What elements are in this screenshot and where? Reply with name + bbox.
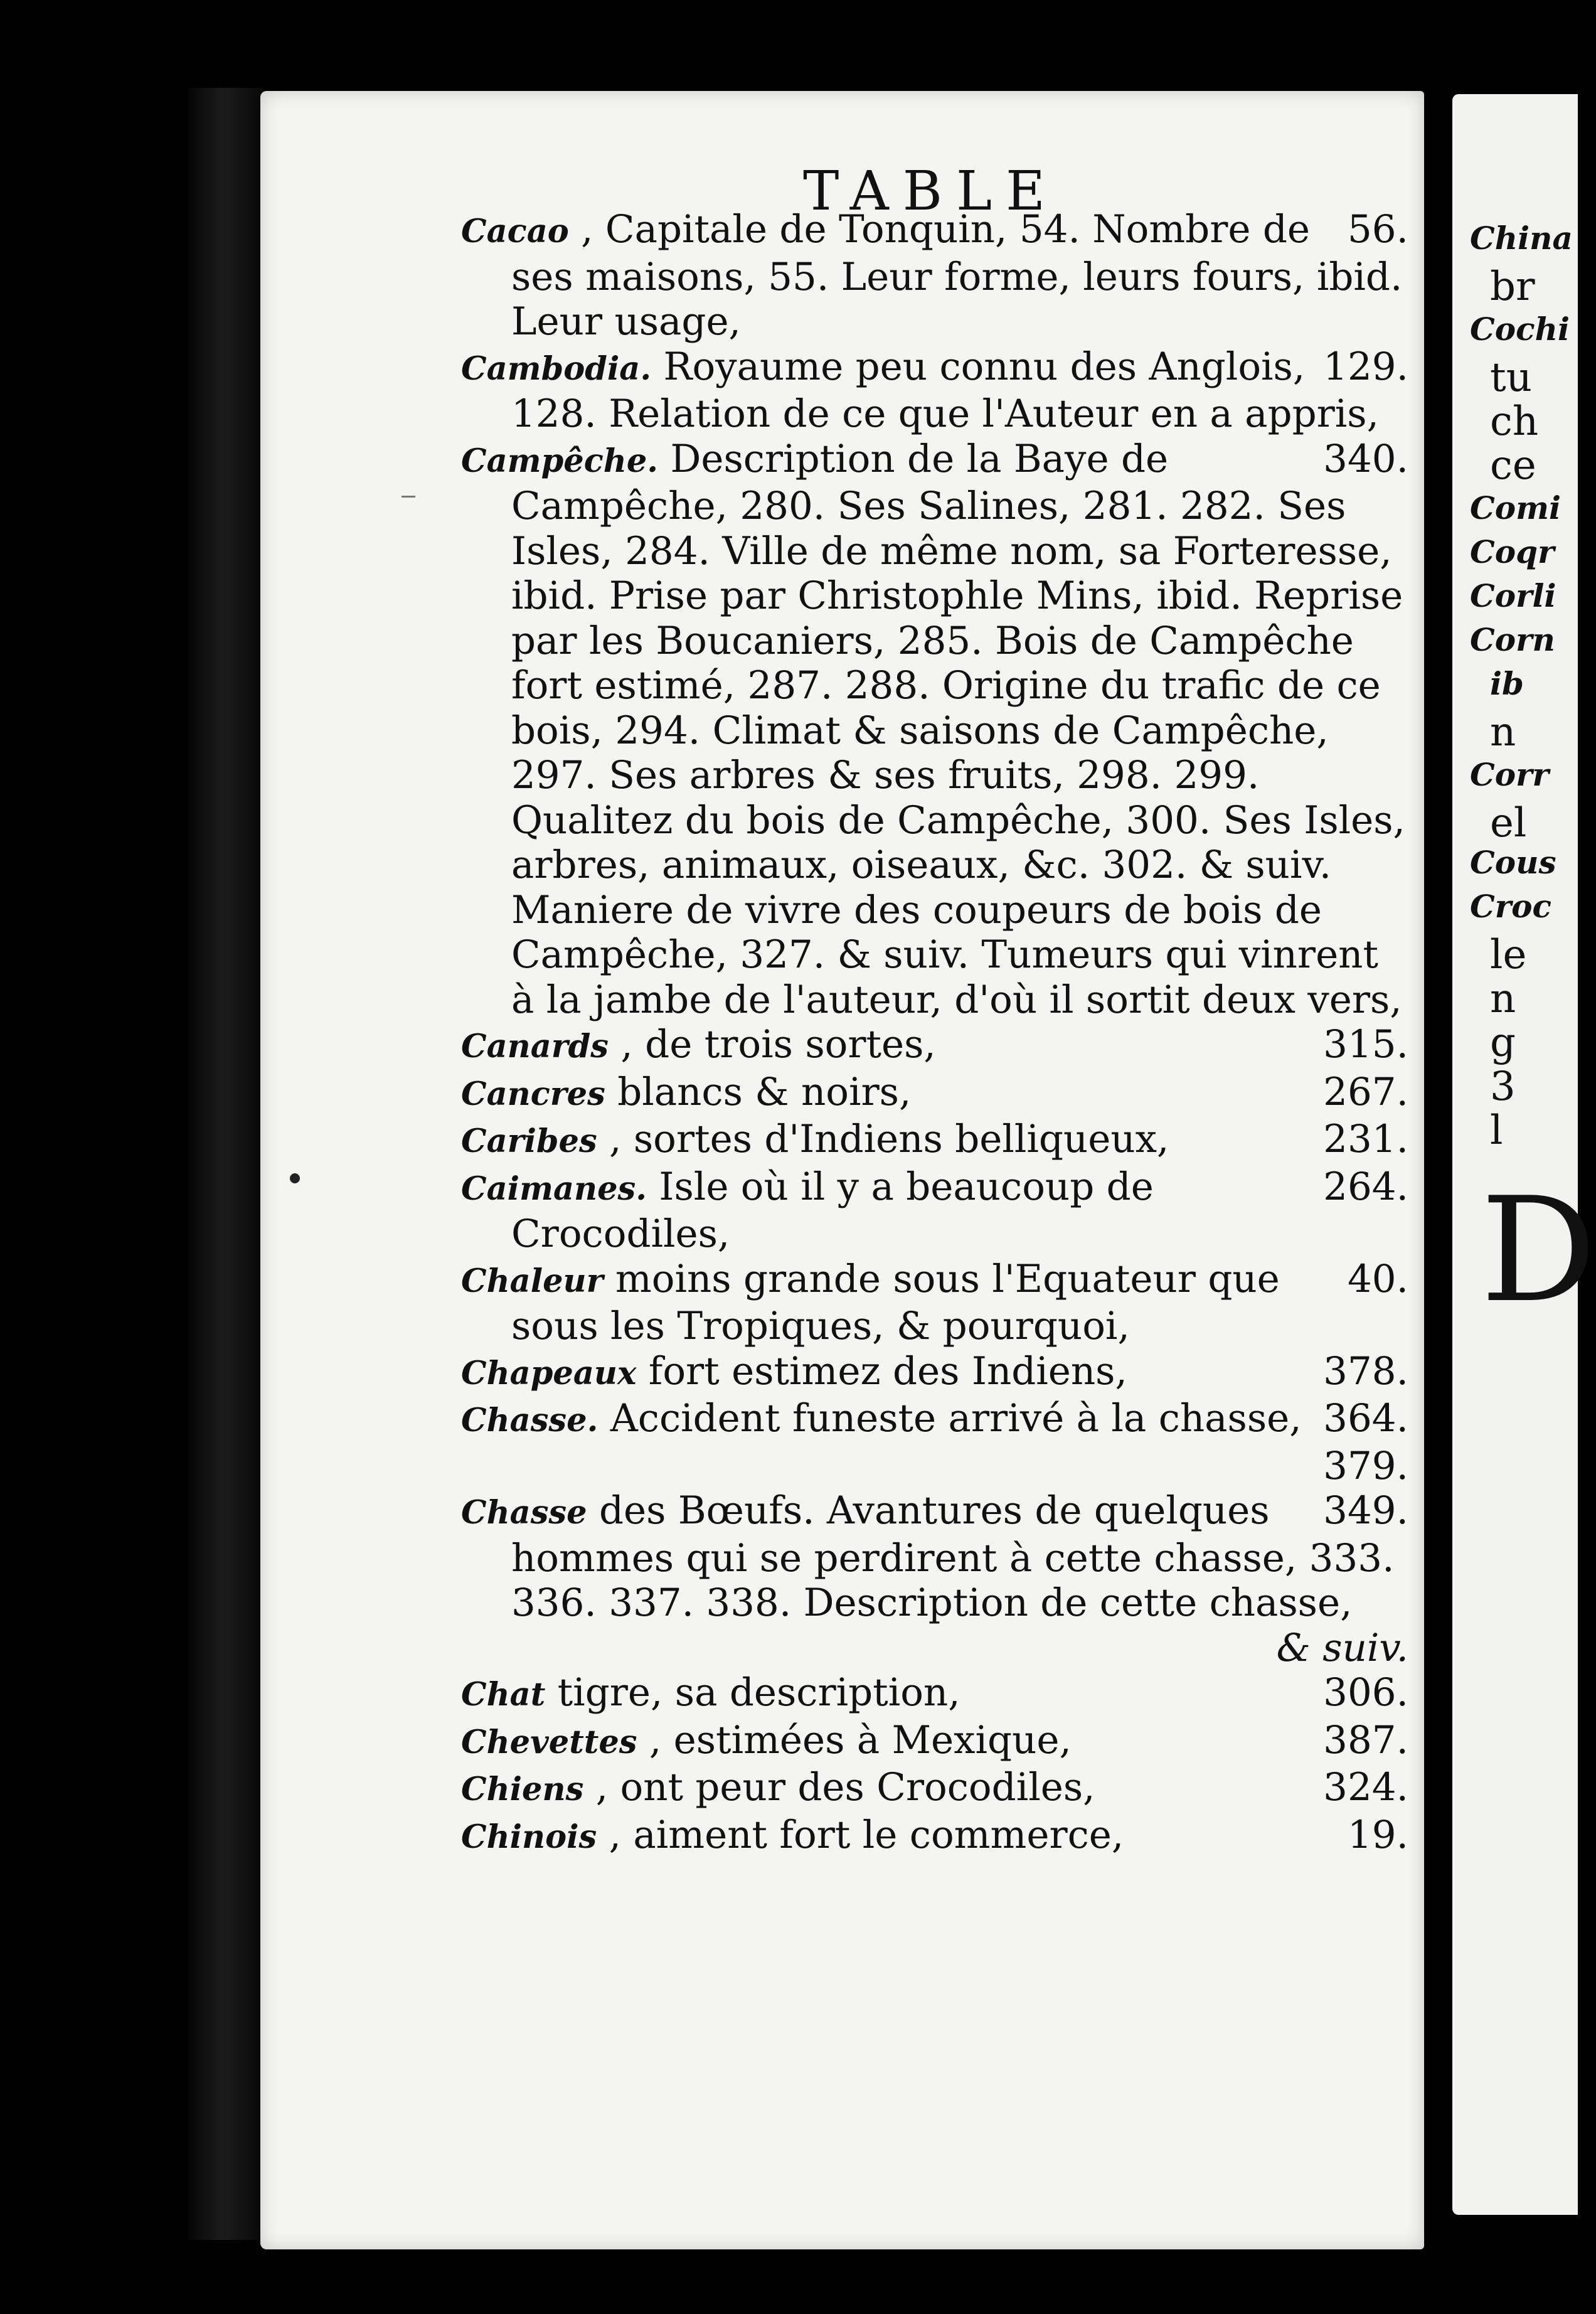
fragment-line: 3 [1490, 1064, 1516, 1110]
index-entry [461, 1765, 1408, 1813]
entry-page-number: 264. [1323, 1164, 1408, 1209]
entry-page-number: 19. [1347, 1812, 1408, 1857]
entry-continuation-page: & suiv. [1276, 1625, 1408, 1670]
index-entry [461, 1117, 1408, 1165]
fragment-line: tu [1490, 355, 1532, 401]
entry-text: , estimées à Mexique, [649, 1717, 1072, 1762]
entry-page-number: 378. [1323, 1348, 1408, 1394]
entry-text: moins grande sous l'Equateur que sous les Tropiques, & pourquoi, [511, 1256, 1280, 1348]
entry-page-number: 387. [1323, 1717, 1408, 1762]
book-binding-shadow [188, 88, 263, 2240]
entry-term: Cancres [461, 1075, 605, 1113]
fragment-line: n [1490, 976, 1516, 1022]
drop-cap-initial: D [1481, 1167, 1596, 1335]
index-entry [461, 1488, 1408, 1626]
index-entry [461, 1718, 1408, 1766]
entry-term: Caimanes. [461, 1170, 647, 1208]
index-entry [461, 1349, 1408, 1397]
entry-page-number: 324. [1323, 1765, 1408, 1810]
entry-text: , aiment fort le commerce, [609, 1812, 1124, 1857]
index-entries [461, 207, 1408, 1860]
entry-page-number: 364. [1323, 1396, 1408, 1441]
entry-page-number: 40. [1347, 1256, 1408, 1301]
fragment-line: n [1490, 709, 1516, 755]
entry-term: Canards [461, 1028, 609, 1065]
fragment-line: br [1490, 264, 1535, 310]
entry-term: Chaleur [461, 1262, 604, 1300]
fragment-line: China [1470, 220, 1573, 257]
entry-term: Chapeaux [461, 1354, 637, 1392]
entry-page-number: 306. [1323, 1670, 1408, 1715]
index-entry [461, 1257, 1408, 1349]
entry-text: Isle où il y a beaucoup de Crocodiles, [511, 1164, 1154, 1256]
index-entry [461, 207, 1408, 344]
entry-page-number: 56. [1347, 207, 1408, 252]
entry-page-number: 349. [1323, 1488, 1408, 1533]
entry-page-number: 129. [1323, 344, 1408, 389]
entry-page-number: 267. [1323, 1069, 1408, 1114]
margin-dash-mark [402, 496, 415, 498]
entry-text: Accident funeste arrivé à la chasse, [610, 1396, 1302, 1441]
fragment-line: l [1490, 1107, 1503, 1154]
entry-text: tigre, sa description, [557, 1670, 960, 1715]
index-entry [461, 1022, 1408, 1070]
entry-text: , sortes d'Indiens belliqueux, [609, 1117, 1169, 1161]
index-entry [461, 1165, 1408, 1257]
entry-text: blancs & noirs, [617, 1069, 912, 1114]
entry-term: Chinois [461, 1818, 597, 1856]
fragment-line: Cochi [1470, 311, 1570, 348]
fragment-line: Cous [1470, 844, 1556, 881]
entry-text: Description de la Baye de Campêche, 280. Ses Salines, 281. 282. Ses Isles, 284. Ville de même nom, sa Forteresse, ibid. Prise par Christophle Mins, ibid. Reprise par les Boucaniers, 285. Bois de Campêche fort estimé, 287. 288. Origine du trafic de ce bois, 294. Climat & saisons de Campêche, 297. Ses arbres & ses fruits, 298. 299. Qualitez du bois de Campêche, 300. Ses Isles, arbres, animaux, oiseaux, &c. 302. & suiv. Maniere de vivre des coupeurs de bois de Campêche, 327. & suiv. Tumeurs qui vinrent à la jambe de l'auteur, d'où il sortit deux vers, [511, 436, 1405, 1022]
entry-term: Campêche. [461, 442, 659, 480]
index-entry [461, 1670, 1408, 1718]
entry-page-number: 340. [1323, 436, 1408, 481]
fragment-line: Corn [1470, 621, 1555, 658]
entry-text: fort estimez des Indiens, [648, 1348, 1127, 1394]
entry-term: Chasse. [461, 1402, 598, 1439]
entry-term: Cambodia. [461, 349, 652, 388]
fragment-line: g [1490, 1020, 1516, 1066]
fragment-line: Comi [1470, 489, 1561, 526]
ink-dot-mark [290, 1173, 300, 1183]
index-entry [461, 1396, 1408, 1444]
entry-term: Cacao [461, 213, 569, 250]
fragment-line: ib [1490, 665, 1524, 702]
index-entry [461, 437, 1408, 1023]
entry-text: , de trois sortes, [620, 1022, 936, 1067]
entry-text: des Bœufs. Avantures de quelques hommes qui se perdirent à cette chasse, 333. 336. 337. 338. Description de cette chasse, [511, 1488, 1395, 1625]
entry-term: Chasse [461, 1494, 587, 1532]
entry-term: Caribes [461, 1122, 597, 1160]
entry-continuation-page: 379. [1323, 1443, 1408, 1488]
fragment-line: ch [1490, 398, 1539, 445]
fragment-line: Corli [1470, 577, 1556, 614]
entry-page-number: 315. [1323, 1022, 1408, 1067]
fragment-line: le [1490, 932, 1527, 978]
entry-term: Chiens [461, 1771, 584, 1808]
fragment-line: Corr [1470, 756, 1549, 793]
index-entry [461, 344, 1408, 437]
page-header: TABLE [803, 160, 1059, 223]
fragment-line: Coqr [1470, 533, 1555, 570]
index-entry [461, 1070, 1408, 1117]
entry-term: Chevettes [461, 1723, 637, 1761]
fragment-line: el [1490, 800, 1527, 846]
adjacent-page-fragment [1452, 94, 1596, 2215]
entry-text: , Capitale de Tonquin, 54. Nombre de ses maisons, 55. Leur forme, leurs fours, ibid. Leur usage, [511, 207, 1403, 344]
entry-text: Royaume peu connu des Anglois, 128. Relation de ce que l'Auteur en a appris, [511, 344, 1379, 436]
fragment-line: Croc [1470, 888, 1551, 925]
entry-term: Chat [461, 1676, 546, 1714]
entry-page-number: 231. [1323, 1117, 1408, 1161]
index-entry [461, 1813, 1408, 1860]
entry-text: , ont peur des Crocodiles, [595, 1765, 1095, 1810]
fragment-line: ce [1490, 442, 1536, 489]
